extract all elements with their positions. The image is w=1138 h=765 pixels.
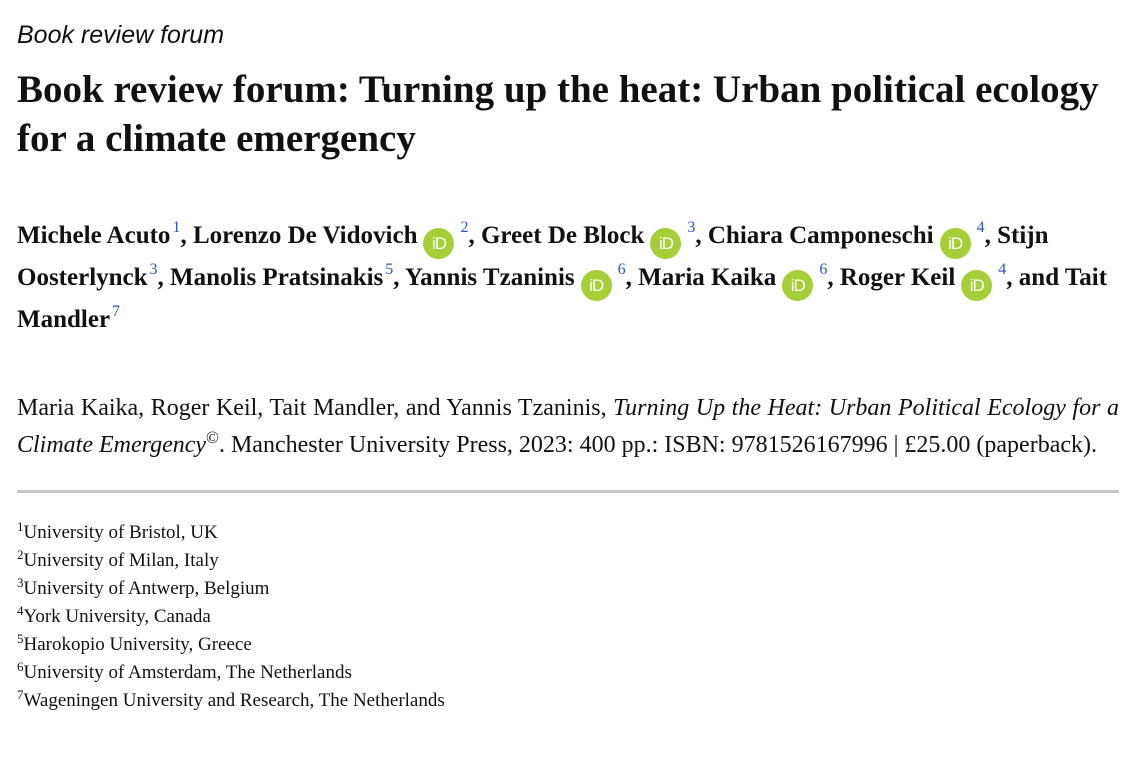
author-affiliation-link[interactable]: 7 — [112, 303, 121, 320]
affiliation-number: 4 — [17, 603, 24, 618]
author-separator: , — [393, 264, 405, 291]
section-divider — [17, 490, 1119, 493]
article-title: Book review forum: Turning up the heat: Urban political ecology for a climate emergency — [17, 68, 1099, 160]
affiliation-text: University of Antwerp, Belgium — [23, 578, 270, 599]
affiliation-list — [17, 519, 1119, 715]
affiliation-number: 1 — [17, 519, 24, 534]
author-affiliation-link[interactable]: 1 — [172, 219, 181, 236]
author-affiliation-link[interactable]: 2 — [460, 219, 469, 236]
affiliation-item — [17, 519, 1119, 547]
author-separator: , and — [1006, 264, 1065, 291]
affiliation-item — [17, 575, 1119, 603]
affiliation-text: University of Bristol, UK — [23, 522, 218, 543]
author-separator: , — [468, 222, 481, 249]
author-separator: , — [984, 222, 998, 249]
affiliation-item — [17, 603, 1119, 631]
affiliation-number: 3 — [17, 575, 24, 590]
affiliation-text: University of Amsterdam, The Netherlands — [23, 662, 352, 683]
author-affiliation-link[interactable]: 4 — [976, 219, 985, 236]
author-name[interactable]: Lorenzo De Vidovich — [192, 222, 418, 249]
book-citation — [17, 390, 1119, 464]
author-name[interactable]: Roger Keil — [839, 264, 956, 291]
affiliation-text: University of Milan, Italy — [23, 550, 219, 571]
affiliation-item — [17, 687, 1119, 715]
affiliation-item — [17, 631, 1119, 659]
copyright-mark: © — [206, 428, 219, 447]
author-separator: , — [695, 222, 708, 249]
author-affiliation-link[interactable]: 4 — [998, 261, 1007, 278]
affiliation-number: 5 — [17, 631, 24, 646]
orcid-icon[interactable]: iD — [961, 270, 992, 301]
affiliation-number: 6 — [17, 659, 24, 674]
orcid-icon[interactable]: iD — [650, 228, 681, 259]
article-header — [17, 0, 1119, 715]
affiliation-number: 7 — [17, 687, 24, 702]
author-name[interactable]: Maria Kaika — [638, 264, 777, 291]
author-affiliation-link[interactable]: 6 — [819, 261, 828, 278]
citation-publisher-info: . Manchester University Press, 2023: 400 pp.: ISBN: 9781526167996 | £25.00 (paperback). — [218, 432, 1097, 458]
author-name[interactable]: Manolis Pratsinakis — [170, 264, 384, 291]
author-affiliation-link[interactable]: 5 — [385, 261, 394, 278]
author-separator: , — [625, 264, 639, 291]
author-name[interactable]: Tait Mandler — [17, 264, 1108, 333]
orcid-icon[interactable]: iD — [782, 270, 813, 301]
author-separator: , — [180, 222, 193, 249]
author-name[interactable]: Stijn Oosterlynck — [17, 222, 1049, 291]
author-name[interactable]: Greet De Block — [480, 222, 645, 249]
affiliation-item — [17, 659, 1119, 687]
citation-book-title: Turning Up the Heat: Urban Political Ecology for a Climate Emergency — [17, 395, 1120, 458]
author-affiliation-link[interactable]: 6 — [617, 261, 626, 278]
orcid-icon[interactable]: iD — [423, 228, 454, 259]
citation-authors: Maria Kaika, Roger Keil, Tait Mandler, and Yannis Tzaninis, — [17, 395, 614, 421]
affiliation-text: Wageningen University and Research, The Netherlands — [23, 690, 445, 711]
author-separator: , — [827, 264, 840, 291]
section-label: Book review forum — [17, 21, 225, 49]
affiliation-item — [17, 547, 1119, 575]
affiliation-number: 2 — [17, 547, 24, 562]
author-name[interactable]: Chiara Camponeschi — [707, 222, 934, 249]
orcid-icon[interactable]: iD — [581, 270, 612, 301]
author-name[interactable]: Yannis Tzaninis — [404, 264, 575, 291]
orcid-icon[interactable]: iD — [940, 228, 971, 259]
affiliation-text: York University, Canada — [23, 606, 211, 627]
author-separator: , — [157, 264, 171, 291]
author-affiliation-link[interactable]: 3 — [149, 261, 158, 278]
affiliation-text: Harokopio University, Greece — [23, 634, 252, 655]
author-affiliation-link[interactable]: 3 — [687, 219, 696, 236]
author-name[interactable]: Michele Acuto — [17, 222, 171, 249]
author-list — [17, 217, 1119, 338]
